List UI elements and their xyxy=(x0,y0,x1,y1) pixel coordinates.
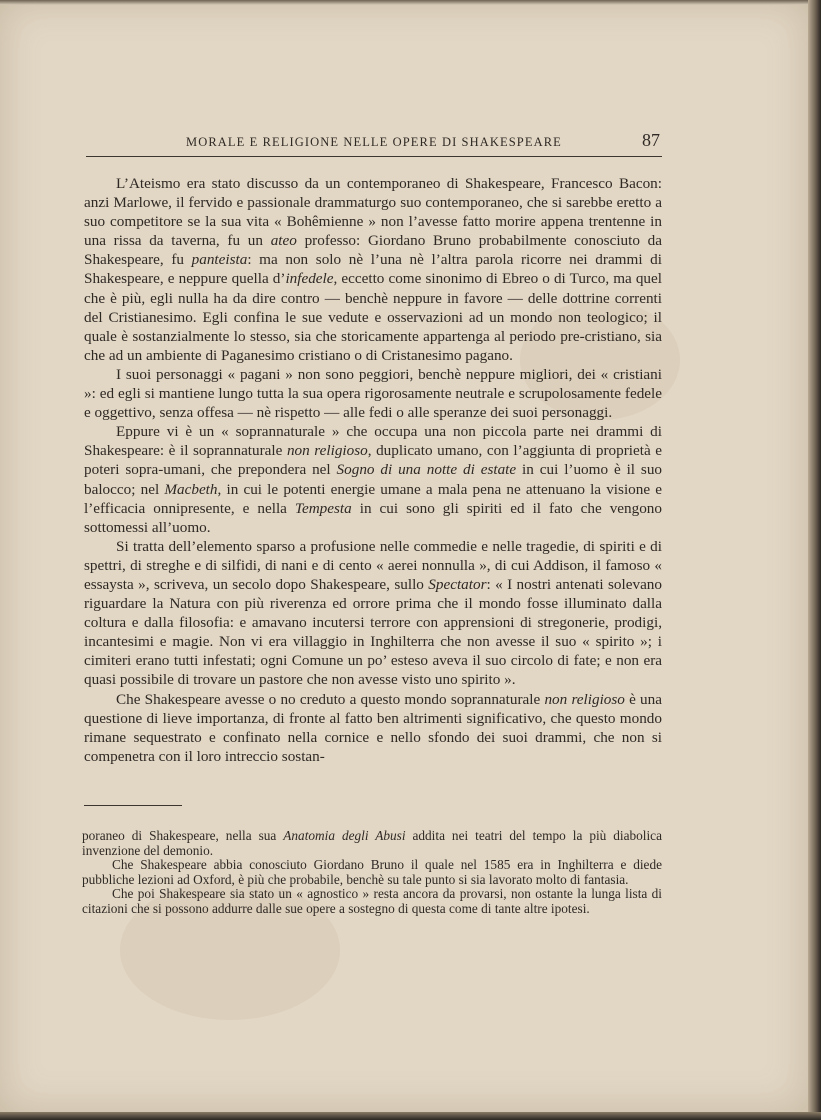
italic-text: Tempesta xyxy=(294,499,352,517)
text-run: in cui l’uomo è il suo balocco; nel xyxy=(84,461,663,498)
italic-text: non religioso xyxy=(286,442,368,460)
text-run: Si tratta dell’elemento sparso a profusione nelle commedie e nelle tragedie, di spiriti e di spettri, di streghe e di silfidi, di nani e di cento « aerei nonnulla », di cui Addison, il famoso « essaysta », scriveva, un secolo dopo Shakespeare, sullo xyxy=(84,537,662,593)
page-right-edge xyxy=(808,0,821,1120)
body-paragraph xyxy=(84,422,662,537)
text-run: , duplicato umano, con l’aggiunta di proprietà e poteri sopra-umani, che prepondera nel xyxy=(84,442,662,479)
page-bottom-edge xyxy=(0,1112,821,1120)
running-head xyxy=(86,128,662,157)
italic-text: Spectator xyxy=(428,575,487,593)
text-run: Eppure vi è un « soprannaturale » che occupa una non piccola parte nei drammi di Shakespeare: è il soprannaturale xyxy=(84,423,662,460)
italic-text: non religioso xyxy=(544,690,625,708)
text-run: Che poi Shakespeare sia stato un « agnostico » resta ancora da provarsi, non ostante la lunga lista di citazioni che si possono addurre dalle sue opere a sostegno di questa come di tante altre ipotesi. xyxy=(82,886,662,916)
text-run: I suoi personaggi « pagani » non sono peggiori, benchè neppure migliori, dei « cristiani »: ed egli si mantiene lungo tutta la sua opera rigorosamente neutrale e scrupolosamente fedele e oggettivo, senza offesa — nè rispetto — alle fedi o alle speranze dei suoi personaggi. xyxy=(84,365,662,422)
text-run: poraneo di Shakespeare, nella sua xyxy=(82,828,284,843)
italic-text: Macbeth xyxy=(164,480,218,498)
footnote xyxy=(82,858,662,887)
text-run: , eccetto come sinonimo di Ebreo o di Turco, ma quel che è più, egli nulla ha da dire contro — benchè neppure in favore — delle dottrine correnti del Cristianesimo. Egli confina le sue vedute e osservazioni ad un mondo non teologico; il quale è sostanzialmente lo stesso, sia che storicamente appartenga al periodo pre-cristiano, sia che ad un ambiente di Paganesimo cristiano o di Cristanesimo pagano. xyxy=(84,270,662,364)
text-run: professo: Giordano Bruno probabilmente conosciuto da Shakespeare, fu xyxy=(84,232,662,269)
body-paragraph xyxy=(84,690,662,766)
text-run: : « I nostri antenati solevano riguardare la Natura con più riverenza ed orrore prima che il mondo fosse illuminato dalla coltura e dalla filosofia: e amavano incutersi terrore con apprensioni di stregonerie, prodigi, incantesimi e magie. Non vi era villaggio in Inghilterra che non avesse il suo « spirito »; i cimiteri erano tutti infestati; ogni Comune un po’ esteso aveva il suo circolo di fate; e non era quasi possibile di trovare un pastore che non avesse visto uno spirito ». xyxy=(84,575,662,689)
italic-text: panteista xyxy=(191,251,248,269)
footnote xyxy=(82,887,662,916)
running-title: MORALE E RELIGIONE NELLE OPERE DI SHAKESPEARE xyxy=(186,135,562,149)
text-run: Che Shakespeare abbia conosciuto Giordano Bruno il quale nel 1585 era in Inghilterra e diede pubbliche lezioni ad Oxford, è più che probabile, benchè su tale punto si sia lavorato molto di fantasia. xyxy=(82,857,662,887)
footnote xyxy=(82,829,662,858)
text-run: è una questione di lieve importanza, di fronte al fatto ben altrimenti significativo, che questo mondo rimane sequestrato e confinato nella cornice e nello sfondo dei suoi drammi, che non si compenetra con il loro intreccio sostan- xyxy=(84,690,662,765)
page-top-edge xyxy=(0,0,808,5)
text-run: , in cui le potenti energie umane a mala pena ne attenuano la visione e l’efficacia onnipresente, e nella xyxy=(84,480,663,517)
italic-text: Sogno di una notte di estate xyxy=(336,461,517,479)
text-run: Che Shakespeare avesse o no creduto a questo mondo soprannaturale xyxy=(116,690,545,708)
italic-text: Anatomia degli Abusi xyxy=(283,828,406,843)
page-number: 87 xyxy=(642,130,660,150)
italic-text: infedele xyxy=(285,270,334,288)
text-run: addita nei teatri del tempo la più diabolica invenzione del demonio. xyxy=(82,828,662,858)
text-run: : ma non solo nè l’una nè l’altra parola ricorre nei drammi di Shakespeare, e neppure quella d’ xyxy=(84,251,662,288)
text-run: in cui sono gli spiriti ed il fato che vengono sottomessi all’uomo. xyxy=(84,499,662,536)
footnote-rule xyxy=(84,805,182,806)
body-paragraph xyxy=(84,365,662,422)
footnotes xyxy=(82,829,662,917)
body-text xyxy=(84,174,662,766)
text-run: L’Ateismo era stato discusso da un contemporaneo di Shakespeare, Francesco Bacon: anzi Marlowe, il fervido e passionale drammaturgo suo contemporaneo, che si sarebbe eretto a suo competitore se la sua vita « Bohêmienne » non l’avesse fatto morire appena trentenne in una rissa da taverna, fu un xyxy=(84,175,662,250)
body-paragraph xyxy=(84,174,662,365)
italic-text: ateo xyxy=(270,232,297,250)
body-paragraph xyxy=(84,537,662,690)
